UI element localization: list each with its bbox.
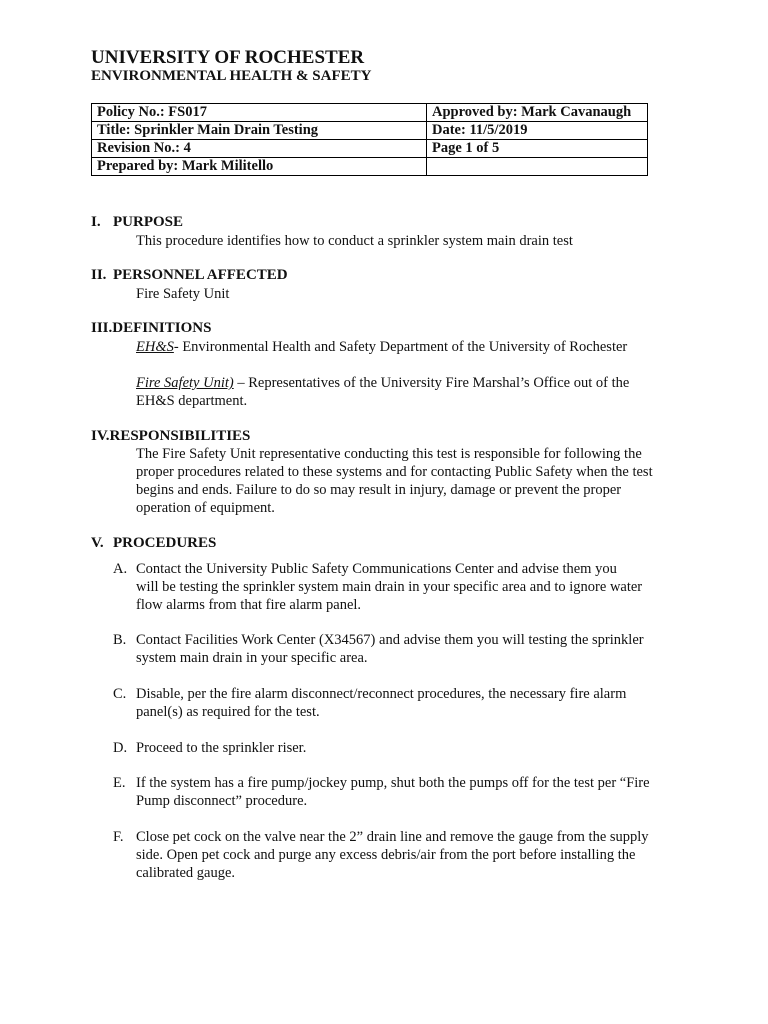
table-row: [92, 158, 648, 176]
step-line: panel(s) as required for the test.: [136, 704, 320, 720]
step-line: Contact the University Public Safety Communications Center and advise them you: [136, 561, 617, 577]
section-heading-responsibilities: [91, 427, 250, 445]
section-heading-procedures: [91, 534, 216, 552]
step-line: Disable, per the fire alarm disconnect/reconnect procedures, the necessary fire alarm: [136, 686, 627, 702]
definition-term: EH&S: [136, 339, 174, 355]
responsibilities-line: begins and ends. Failure to do so may result in injury, damage or prevent the proper: [136, 482, 622, 498]
step-letter: E.: [113, 775, 126, 791]
step-line: flow alarms from that fire alarm panel.: [136, 597, 362, 613]
definition-fire-safety-unit: [136, 374, 629, 392]
section-heading-purpose: [91, 213, 183, 231]
personnel-text: Fire Safety Unit: [136, 286, 230, 302]
section-number: III.: [91, 320, 113, 336]
step-letter: F.: [113, 829, 124, 845]
policy-title: Title: Sprinkler Main Drain Testing: [92, 122, 427, 140]
section-title: PERSONNEL AFFECTED: [113, 267, 288, 283]
section-heading-definitions: [91, 319, 211, 337]
definition-term: Fire Safety Unit): [136, 375, 234, 391]
section-number: V.: [91, 535, 104, 551]
step-line: calibrated gauge.: [136, 865, 236, 881]
revision-number: Revision No.: 4: [92, 140, 427, 158]
step-letter: A.: [113, 561, 128, 577]
step-letter: D.: [113, 740, 128, 756]
section-title: PURPOSE: [113, 214, 184, 230]
step-line: Pump disconnect” procedure.: [136, 793, 308, 809]
step-line: Contact Facilities Work Center (X34567) and advise them you will testing the sprinkler: [136, 632, 644, 648]
step-line: system main drain in your specific area.: [136, 650, 368, 666]
responsibilities-line: The Fire Safety Unit representative conducting this test is responsible for following the: [136, 446, 642, 462]
purpose-text: This procedure identifies how to conduct a sprinkler system main drain test: [136, 233, 573, 249]
definition-text-continued: EH&S department.: [136, 393, 248, 409]
table-row: [92, 104, 648, 122]
organization-name: UNIVERSITY OF ROCHESTER: [91, 47, 365, 68]
step-line: If the system has a fire pump/jockey pump, shut both the pumps off for the test per “Fire: [136, 775, 650, 791]
definition-text: – Representatives of the University Fire Marshal’s Office out of the: [233, 375, 630, 391]
page-number: Page 1 of 5: [427, 140, 648, 158]
step-line: will be testing the sprinkler system main drain in your specific area and to ignore water: [136, 579, 643, 595]
section-number: I.: [91, 214, 101, 230]
policy-number: Policy No.: FS017: [92, 104, 427, 122]
section-number: II.: [91, 267, 107, 283]
step-line: side. Open pet cock and purge any excess debris/air from the port before installing the: [136, 847, 636, 863]
step-line: Proceed to the sprinkler riser.: [136, 740, 307, 756]
section-title: PROCEDURES: [113, 535, 217, 551]
table-row: [92, 122, 648, 140]
step-letter: B.: [113, 632, 127, 648]
section-heading-personnel: [91, 266, 288, 284]
responsibilities-line: operation of equipment.: [136, 500, 275, 516]
policy-date: Date: 11/5/2019: [427, 122, 648, 140]
department-name: ENVIRONMENTAL HEALTH & SAFETY: [91, 68, 372, 84]
section-title: RESPONSIBILITIES: [109, 428, 251, 444]
empty-cell: [427, 158, 648, 176]
prepared-by: Prepared by: Mark Militello: [92, 158, 427, 176]
section-number: IV.: [91, 428, 110, 444]
responsibilities-line: proper procedures related to these systems and for contacting Public Safety when the test: [136, 464, 653, 480]
section-title: DEFINITIONS: [112, 320, 212, 336]
table-row: [92, 140, 648, 158]
definition-text: - Environmental Health and Safety Department of the University of Rochester: [173, 339, 628, 355]
policy-info-table: [91, 103, 648, 176]
approved-by: Approved by: Mark Cavanaugh: [427, 104, 648, 122]
step-line: Close pet cock on the valve near the 2” drain line and remove the gauge from the supply: [136, 829, 649, 845]
step-letter: C.: [113, 686, 127, 702]
definition-ehs: [136, 338, 627, 356]
